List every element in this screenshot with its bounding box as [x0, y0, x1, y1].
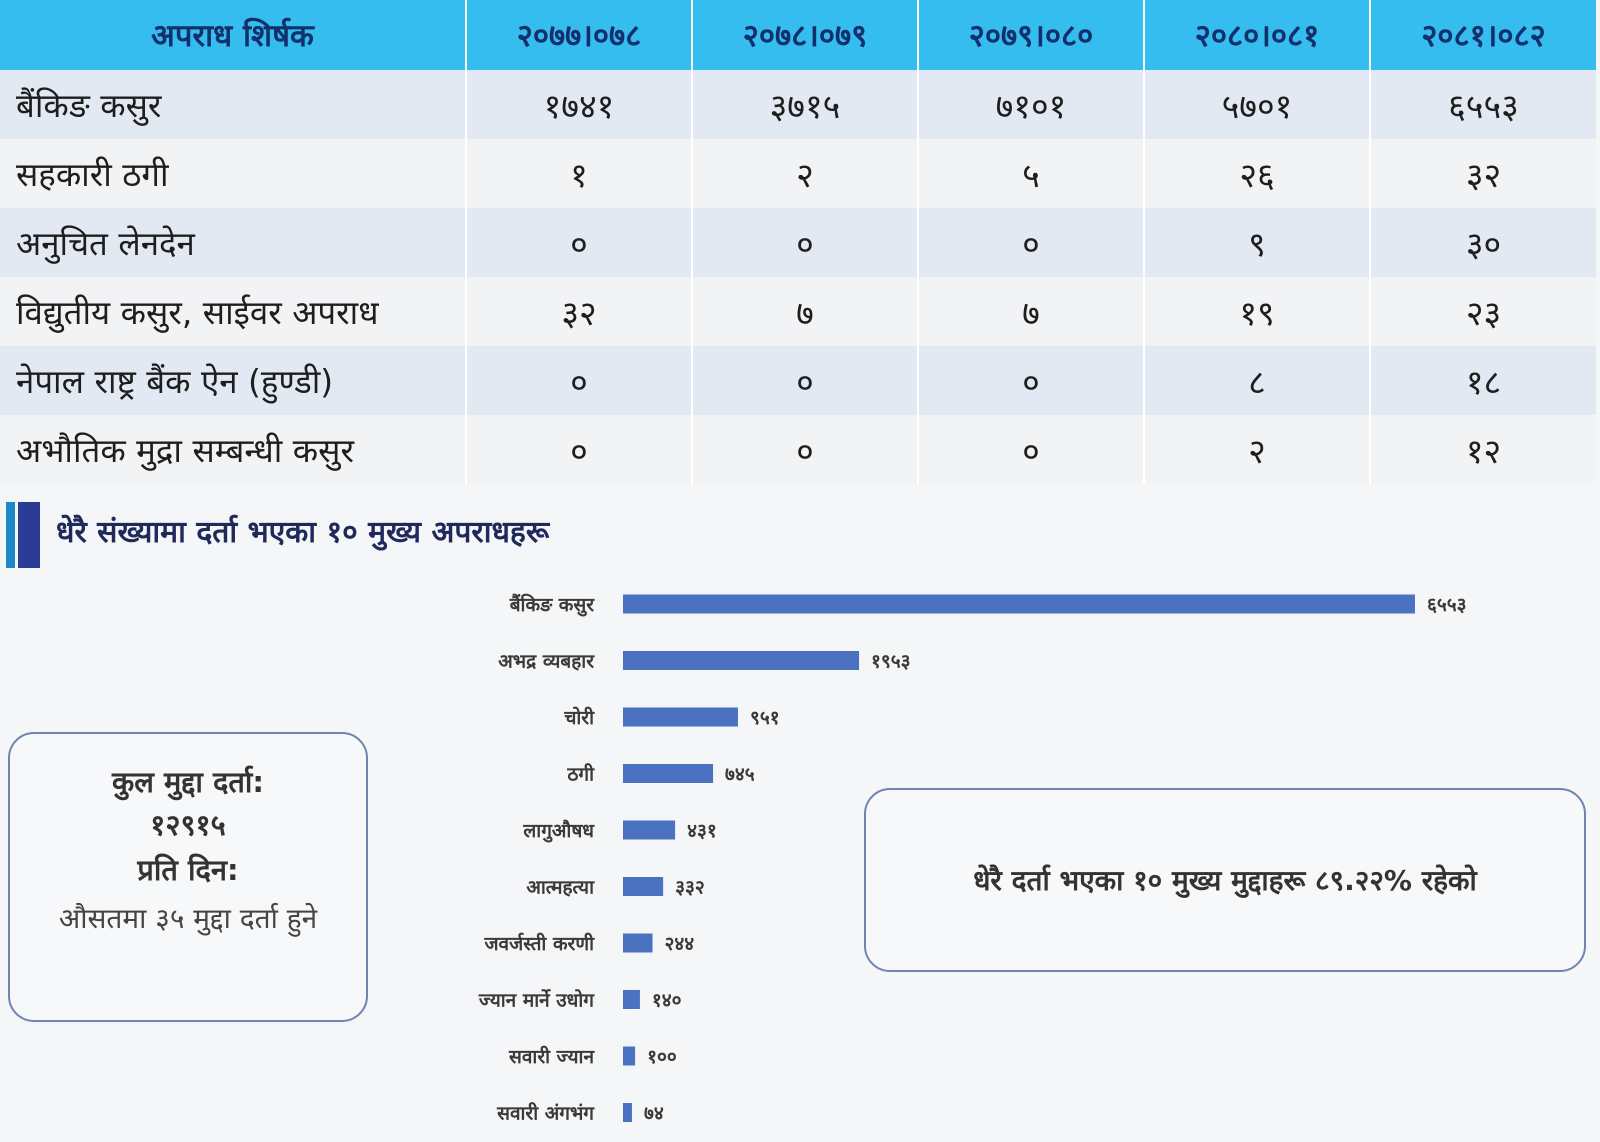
table-cell: ५	[918, 139, 1144, 208]
table-cell: ०	[692, 346, 918, 415]
per-day-label: प्रति दिन:	[137, 853, 239, 887]
top-ten-share-summary-box	[864, 788, 1586, 972]
table-cell: ०	[466, 415, 692, 484]
bar-mark	[623, 934, 652, 953]
total-cases-value: १२९१५	[150, 808, 226, 842]
table-cell: २	[692, 139, 918, 208]
table-cell: ६५५३	[1370, 70, 1596, 139]
bar-mark	[623, 821, 675, 840]
bar-value-label: १००	[647, 1046, 677, 1068]
table-cell: १८	[1370, 346, 1596, 415]
bar-category-label: बैंकिङ कसुर	[509, 594, 594, 616]
row-title: सहकारी ठगी	[0, 139, 466, 208]
table-cell: ३०	[1370, 208, 1596, 277]
table-row	[0, 208, 1596, 277]
bar-mark	[623, 1103, 632, 1122]
header-year-2078-079: २०७८।०७९	[692, 0, 918, 70]
crime-comparison-table	[0, 0, 1596, 484]
header-year-2080-081: २०८०।०८१	[1144, 0, 1370, 70]
table-cell: २३	[1370, 277, 1596, 346]
table-cell: ३७१५	[692, 70, 918, 139]
row-title: विद्युतीय कसुर, साईवर अपराध	[0, 277, 466, 346]
table-cell: ०	[918, 346, 1144, 415]
table-cell: २६	[1144, 139, 1370, 208]
chart-section-heading	[0, 500, 900, 570]
table-cell: ७	[692, 277, 918, 346]
row-title: अभौतिक मुद्रा सम्बन्धी कसुर	[0, 415, 466, 484]
bar-mark	[623, 708, 738, 727]
per-day-text: औसतमा ३५ मुद्दा दर्ता हुने	[58, 902, 318, 935]
bar-value-label: ७४	[643, 1102, 664, 1125]
bar-mark	[623, 595, 1415, 614]
bar-category-label: सवारी ज्यान	[509, 1046, 594, 1068]
bar-mark	[623, 1047, 635, 1066]
total-cases-label: कुल मुद्दा दर्ता:	[111, 765, 265, 799]
table-cell: ५७०१	[1144, 70, 1370, 139]
row-title: अनुचित लेनदेन	[0, 208, 466, 277]
table-row	[0, 346, 1596, 415]
table-cell: ३२	[466, 277, 692, 346]
bar-mark	[623, 877, 663, 896]
header-year-2079-080: २०७९।०८०	[918, 0, 1144, 70]
total-cases-summary-box	[8, 732, 368, 1022]
bar-value-label: ४३१	[687, 820, 717, 842]
row-title: नेपाल राष्ट्र बैंक ऐन (हुण्डी)	[0, 346, 466, 415]
table-cell: ०	[692, 208, 918, 277]
table-row	[0, 139, 1596, 208]
bar-category-label: ठगी	[567, 763, 594, 786]
bar-category-label: सवारी अंगभंग	[497, 1102, 594, 1125]
table-row	[0, 415, 1596, 484]
bar-category-label: अभद्र व्यबहार	[498, 650, 594, 673]
bar-value-label: २४४	[664, 933, 695, 955]
table-cell: १९	[1144, 277, 1370, 346]
bar-value-label: ३३२	[675, 876, 705, 899]
bar-value-label: १४०	[651, 989, 682, 1012]
bar-category-label: ज्यान मार्ने उधोग	[478, 989, 594, 1012]
bar-mark	[623, 990, 640, 1009]
table-cell: १२	[1370, 415, 1596, 484]
bar-value-label: ६५५३	[1427, 594, 1467, 616]
chart-title: धेरै संख्यामा दर्ता भएका १० मुख्य अपराधहरू	[56, 515, 550, 550]
table-row	[0, 70, 1596, 139]
bar-mark	[623, 651, 859, 670]
row-title: बैंकिङ कसुर	[0, 70, 466, 139]
header-year-2077-078: २०७७।०७८	[466, 0, 692, 70]
table-cell: ३२	[1370, 139, 1596, 208]
table-header-row	[0, 0, 1596, 70]
table-cell: ८	[1144, 346, 1370, 415]
table-cell: ०	[918, 415, 1144, 484]
bar-category-label: लागुऔषध	[523, 820, 594, 842]
heading-accent-bar-light	[6, 502, 15, 568]
table-cell: ०	[692, 415, 918, 484]
table-cell: १	[466, 139, 692, 208]
table-cell: ०	[918, 208, 1144, 277]
table-cell: ०	[466, 208, 692, 277]
table-cell: ९	[1144, 208, 1370, 277]
bar-category-label: जवर्जस्ती करणी	[484, 933, 594, 955]
table-cell: ७	[918, 277, 1144, 346]
table-row	[0, 277, 1596, 346]
table-cell: ७१०१	[918, 70, 1144, 139]
top-ten-share-text: धेरै दर्ता भएका १० मुख्य मुद्दाहरू ८९.२२% रहेको	[973, 864, 1477, 897]
header-year-2081-082: २०८१।०८२	[1370, 0, 1596, 70]
header-crime-title: अपराध शिर्षक	[0, 0, 466, 70]
bar-category-label: चोरी	[564, 707, 594, 729]
heading-accent-bar-dark	[18, 502, 40, 568]
bar-value-label: ७४५	[725, 763, 755, 786]
table-cell: २	[1144, 415, 1370, 484]
table-cell: ०	[466, 346, 692, 415]
bar-category-label: आत्महत्या	[526, 876, 594, 899]
bar-mark	[623, 764, 713, 783]
bar-value-label: ९५१	[749, 707, 780, 729]
bar-value-label: १९५३	[871, 650, 911, 673]
table-cell: १७४१	[466, 70, 692, 139]
